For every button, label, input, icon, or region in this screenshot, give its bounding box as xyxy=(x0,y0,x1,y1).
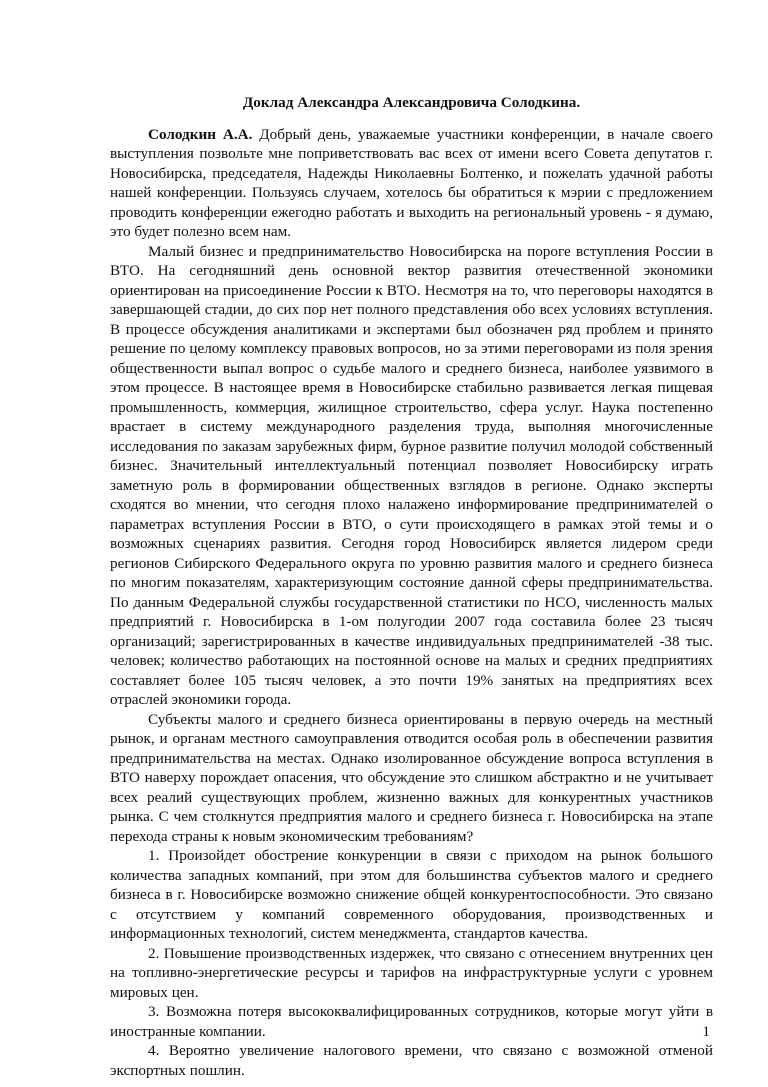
list-item-3: 3. Возможна потеря высококвалифицированных сотрудников, которые могут уйти в иностранные компании. xyxy=(110,1003,713,1040)
speaker-name: Солодкин А.А. xyxy=(148,125,253,143)
list-item-1: 1. Произойдет обострение конкуренции в связи с приходом на рынок большого количества западных компаний, при этом для большинства субъектов малого и среднего бизнеса в г. Новосибирске возможно снижение общей конкурентоспособности. Это связано с отсутствием у компаний современного оборудования, производственных и информационных технологий, систем менеджмента, стандартов качества. xyxy=(110,847,713,942)
document-title: Доклад Александра Александровича Солодкина. xyxy=(242,94,581,111)
paragraph-intro xyxy=(110,125,713,242)
list-item-4: 4. Вероятно увеличение налогового времени, что связано с возможной отменой экспортных пошлин. xyxy=(110,1042,713,1079)
list-item-2: 2. Повышение производственных издержек, что связано с отнесением внутренних цен на топливно-энергетические ресурсы и тарифов на инфраструктурные услуги с уровнем мировых цен. xyxy=(110,944,713,1001)
page-number: 1 xyxy=(702,1023,710,1040)
paragraph-subjects: Субъекты малого и среднего бизнеса ориентированы в первую очередь на местный рынок, и органам местного самоуправления отводится особая роль в обеспечении развития предпринимательства на местах. Однако изолированное обсуждение вопроса вступления в ВТО наверху порождает опасения, что обсуждение это слишком абстрактно и не учитывает всех реалий существующих проблем, жизненно важных для конкурентных участников рынка. С чем столкнутся предприятия малого и среднего бизнеса г. Новосибирска на этапе перехода страны к новым экономическим требованиям? xyxy=(110,710,713,845)
document-page xyxy=(110,93,713,1080)
paragraph-wto: Малый бизнес и предпринимательство Новосибирска на пороге вступления России в ВТО. На сегодняшний день основной вектор развития отечественной экономики ориентирован на присоединение России к ВТО. Несмотря на то, что переговоры находятся в завершающей стадии, до сих пор нет полного представления обо всех условиях вступления. В процессе обсуждения аналитиками и экспертами был обозначен ряд проблем и принято решение по целому комплексу правовых вопросов, но за этими переговорами из поля зрения общественности выпал вопрос о судьбе малого и среднего бизнеса, наиболее уязвимого в этом процессе. В настоящее время в Новосибирске стабильно развивается легкая пищевая промышленность, коммерция, жилищное строительство, сфера услуг. Наука постепенно врастает в систему международного разделения труда, выполняя многочисленные исследования по заказам зарубежных фирм, бурное развитие получил молодой собственный бизнес. Значительный интеллектуальный потенциал позволяет Новосибирску играть заметную роль в формировании общественных взглядов в регионе. Однако эксперты сходятся во мнении, что сегодня плохо налажено информирование предпринимателей о параметрах вступления России в ВТО, о сути происходящего в рамках этой темы и о возможных сценариях развития. Сегодня город Новосибирск является лидером среди регионов Сибирского Федерального округа по уровню развития малого и среднего бизнеса по многим показателям, характеризующим состояние данной сферы предпринимательства. По данным Федеральной службы государственной статистики по НСО, численность малых предприятий г. Новосибирска в 1-ом полугодии 2007 года составила более 23 тысяч организаций; зарегистрированных в качестве индивидуальных предпринимателей -38 тыс. человек; количество работающих на постоянной основе на малых и средних предприятиях составляет более 105 тысяч человек, а это почти 19% занятых на предприятиях всех отраслей экономики города. xyxy=(110,242,713,708)
paragraph-text: Добрый день, уважаемые участники конференции, в начале своего выступления позвольте мне поприветствовать вас всех от имени всего Совета депутатов г. Новосибирска, председателя, Надежды Николаевны Болтенко, и пожелать удачной работы нашей конференции. Пользуясь случаем, хотелось бы обратиться к мэрии с предложением проводить конференции ежегодно работать и выходить на региональный уровень - я думаю, это будет полезно всем нам. xyxy=(110,125,713,240)
